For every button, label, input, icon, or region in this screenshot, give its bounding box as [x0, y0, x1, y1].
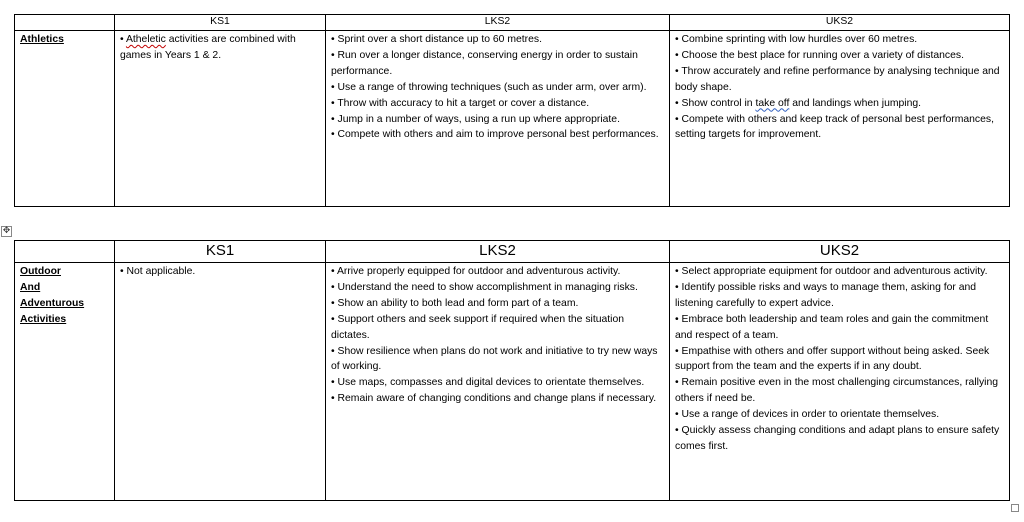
outdoor-header-blank — [15, 241, 115, 263]
athletics-header-lks2: LKS2 — [326, 15, 670, 31]
athletics-header-blank — [15, 15, 115, 31]
outdoor-uks2-item: • Select appropriate equipment for outdoor and adventurous activity. — [675, 266, 988, 277]
athletics-lks2-item: • Throw with accuracy to hit a target or cover a distance. — [331, 97, 590, 109]
athletics-header-row — [15, 15, 1010, 31]
outdoor-area-label — [15, 263, 115, 501]
outdoor-uks2-item: • Identify possible risks and ways to manage them, asking for and listening carefully to expert advice. — [675, 281, 977, 309]
outdoor-uks2-item: • Use a range of devices in order to orientate themselves. — [675, 409, 940, 421]
outdoor-uks2-cell — [670, 263, 1010, 501]
athletics-header-uks2: UKS2 — [670, 15, 1010, 31]
outdoor-ks1-cell — [115, 263, 326, 501]
athletics-table — [14, 14, 1010, 207]
athletics-lks2-item: • Compete with others and aim to improve personal best performances. — [331, 129, 659, 141]
outdoor-lks2-item: • Remain aware of changing conditions and change plans if necessary. — [331, 393, 657, 405]
outdoor-lks2-item: • Use maps, compasses and digital devices to orientate themselves. — [331, 377, 645, 389]
outdoor-area-line: Outdoor — [20, 266, 61, 277]
outdoor-lks2-item: • Arrive properly equipped for outdoor and adventurous activity. — [331, 266, 621, 277]
athletics-lks2-item: • Jump in a number of ways, using a run up where appropriate. — [331, 113, 620, 125]
athletics-uks2-item: • Combine sprinting with low hurdles over 60 metres. — [675, 34, 918, 45]
outdoor-lks2-item: • Understand the need to show accomplishment in managing risks. — [331, 281, 638, 293]
outdoor-header-uks2: UKS2 — [670, 241, 1010, 263]
athletics-uks2-item: • Throw accurately and refine performance by analysing technique and body shape. — [675, 65, 1000, 93]
athletics-uks2-item: • Compete with others and keep track of personal best performances, setting targets for improvement. — [675, 113, 994, 141]
outdoor-header-ks1: KS1 — [115, 241, 326, 263]
athletics-uks2-item: • Choose the best place for running over a variety of distances. — [675, 49, 964, 61]
outdoor-area-line: Adventurous — [20, 298, 85, 309]
spelling-flag: Atheletic — [125, 34, 166, 45]
outdoor-header-row — [15, 241, 1010, 263]
outdoor-table — [14, 240, 1010, 501]
outdoor-uks2-item: • Empathise with others and offer support without being asked. Seek support from the team and the experts if in any doubt. — [675, 345, 990, 373]
athletics-lks2-item: • Sprint over a short distance up to 60 metres. — [331, 34, 542, 45]
outdoor-row — [15, 263, 1010, 501]
athletics-lks2-item: • Run over a longer distance, conserving energy in order to sustain performance. — [331, 49, 638, 77]
table-move-handle-icon[interactable]: ✥ — [2, 226, 11, 236]
athletics-lks2-item: • Use a range of throwing techniques (such as under arm, over arm). — [331, 81, 647, 93]
outdoor-lks2-item: • Show resilience when plans do not work and initiative to try new ways of working. — [331, 345, 658, 373]
athletics-row — [15, 31, 1010, 207]
outdoor-ks1-text: • Not applicable. — [120, 266, 196, 277]
outdoor-header-lks2: LKS2 — [326, 241, 670, 263]
outdoor-uks2-item: • Quickly assess changing conditions and adapt plans to ensure safety comes first. — [675, 425, 1000, 452]
outdoor-uks2-item: • Remain positive even in the most challenging circumstances, rallying others if need be. — [675, 377, 999, 405]
outdoor-lks2-item: • Support others and seek support if required when the situation dictates. — [331, 313, 625, 341]
outdoor-lks2-cell — [326, 263, 670, 501]
outdoor-area-line: Activities — [20, 314, 67, 325]
outdoor-area-line: And — [20, 282, 41, 293]
table-resize-handle-icon[interactable] — [1011, 504, 1019, 512]
athletics-ks1-cell — [115, 31, 326, 207]
outdoor-lks2-item: • Show an ability to both lead and form part of a team. — [331, 297, 579, 309]
athletics-ks1-text: • Atheletic activities are combined with games in Years 1 & 2. — [120, 34, 296, 61]
outdoor-uks2-item: • Embrace both leadership and team roles and gain the commitment and respect of a team. — [675, 313, 989, 341]
athletics-area-label: Athletics — [15, 31, 115, 207]
athletics-uks2-cell — [670, 31, 1010, 207]
athletics-uks2-item: • Show control in take off and landings when jumping. — [675, 97, 922, 109]
athletics-header-ks1: KS1 — [115, 15, 326, 31]
grammar-flag: take off — [755, 97, 790, 109]
athletics-lks2-cell — [326, 31, 670, 207]
